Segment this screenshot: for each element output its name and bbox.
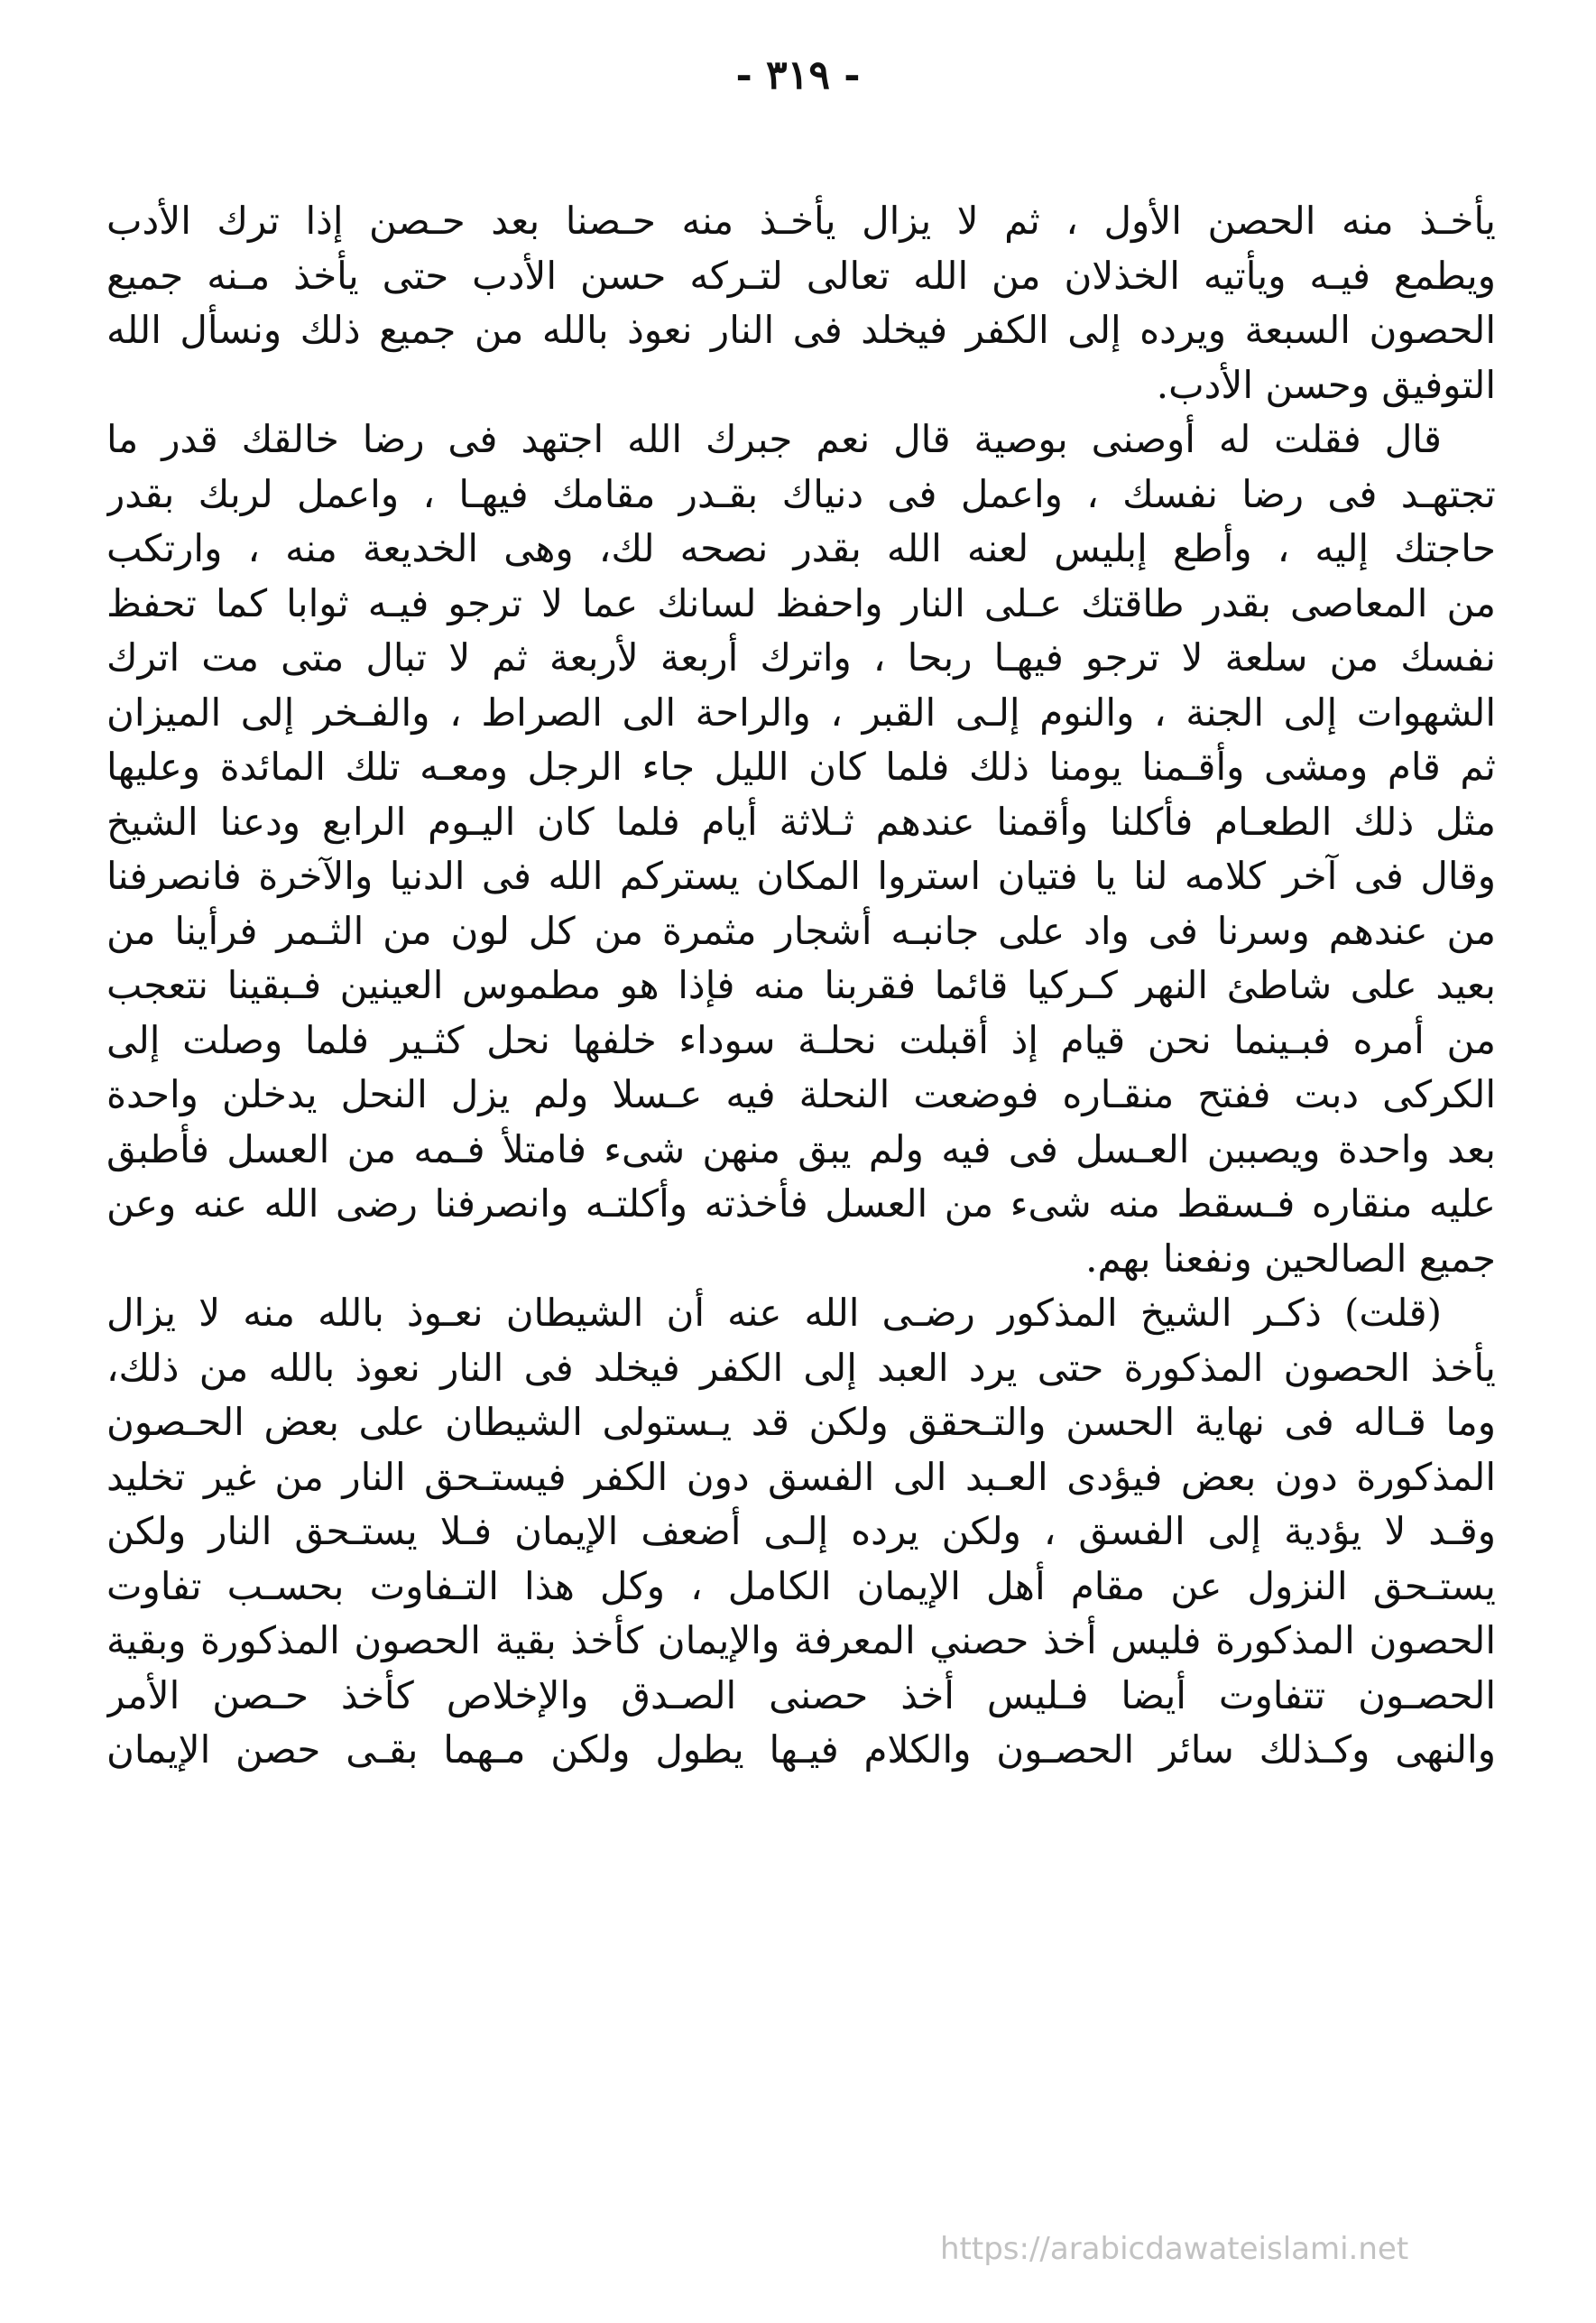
text-line: تجتهـد فى رضا نفسك ، واعمل فى دنياك بقـدر مقامك فيهـا ، واعمل لربك بقدر — [106, 471, 1496, 516]
text-line: عليه منقاره فـسقط منه شىء من العسل فأخذته وأكلتـه وانصرفنا رضى الله عنه وعن — [106, 1181, 1496, 1226]
text-line: مثل ذلك الطعـام فأكلنا وأقمنا عندهم ثـلاثة أيام فلما كان اليـوم الرابع ودعنا الشيخ — [106, 799, 1496, 844]
text-line: وقال فى آخر كلامه لنا يا فتيان استروا المكان يستركم الله فى الدنيا والآخرة فانصرفنا — [106, 854, 1496, 898]
text-line: التوفيق وحسن الأدب. — [1156, 362, 1496, 407]
text-line: يأخذ الحصون المذكورة حتى يرد العبد إلى الكفر فيخلد فى النار نعوذ بالله من ذلك، — [106, 1345, 1496, 1390]
text-line: جميع الصالحين ونفعنا بهم. — [1085, 1236, 1496, 1281]
text-line: من أمره فبـينما نحن قيام إذ أقبلت نحلـة سوداء خلفها نحل كثـير فلما وصلت إلى — [106, 1017, 1496, 1062]
text-line: نفسك من سلعة لا ترجو فيهـا ربحا ، واترك أربعة لأربعة ثم لا تبال متى مت اترك — [106, 635, 1496, 680]
text-line: من عندهم وسرنا فى واد على جانبـه أشجار مثمرة من كل لون من الثـمر فرأينا من — [106, 908, 1496, 953]
text-line: بعيد على شاطئ النهر كـركيا قائما فقربنا منه فإذا هو مطموس العينين فـبقينا نتعجب — [106, 963, 1496, 1007]
text-line: الحصون السبعة ويرده إلى الكفر فيخلد فى النار نعوذ بالله من جميع ذلك ونسأل الله — [106, 308, 1496, 352]
text-line: حاجتك إليه ، وأطع إبليس لعنه الله بقدر نصحه لك، وهى الخديعة منه ، وارتكب — [106, 526, 1496, 570]
text-line: الكركى دبت ففتح منقـاره فوضعت النحلة فيه عـسلا ولم يزل النحل يدخلن واحدة — [106, 1072, 1496, 1116]
watermark-url: https://arabicdawateislami.net — [940, 2231, 1409, 2267]
page-number: - ٣١٩ - — [735, 52, 861, 98]
text-line: الحصـون تتفاوت أيضا فـليس أخذ حصنى الصـدق والإخلاص كأخذ حـصن الأمر — [106, 1672, 1496, 1717]
text-line: وما قـاله فى نهاية الحسن والتـحقق ولكن قد يـستولى الشيطان على بعض الحـصون — [106, 1400, 1496, 1444]
text-line: ويطمع فيـه ويأتيه الخذلان من الله تعالى لتـركه حسن الأدب حتى يأخذ مـنه جميع — [106, 253, 1496, 298]
text-line: يستـحق النزول عن مقام أهل الإيمان الكامل ، وكل هذا التـفاوت بحسـب تفاوت — [106, 1563, 1496, 1608]
text-line: ثم قام ومشى وأقـمنا يومنا ذلك فلما كان الليل جاء الرجل ومعـه تلك المائدة وعليها — [106, 745, 1496, 789]
text-line: والنهى وكـذلك سائر الحصـون والكلام فيـها يطول ولكن مـهما بقـى حصن الإيمان — [106, 1727, 1496, 1772]
text-line: قال فقلت له أوصنى بوصية قال نعم جبرك الله اجتهد فى رضا خالقك قدر ما — [106, 417, 1442, 461]
text-line: من المعاصى بقدر طاقتك عـلى النار واحفظ لسانك عما لا ترجو فيـه ثوابا كما تحفظ — [106, 580, 1496, 625]
text-line: (قلت) ذكـر الشيخ المذكور رضـى الله عنه أن الشيطان نعـوذ بالله منه لا يزال — [106, 1291, 1442, 1335]
text-line: بعد واحدة ويصببن العـسل فى فيه ولم يبق منهن شىء فامتلأ فـمه من العسل فأطبق — [106, 1126, 1496, 1171]
text-line: المذكورة دون بعض فيؤدى العـبد الى الفسق دون الكفر فيستـحق النار من غير تخليد — [106, 1454, 1496, 1499]
text-line: يأخـذ منه الحصن الأول ، ثم لا يزال يأخـذ منه حـصنا بعد حـصن إذا ترك الأدب — [106, 199, 1496, 243]
text-line: الشهوات إلى الجنة ، والنوم إلـى القبر ، والراحة الى الصراط ، والفـخر إلى الميزان — [106, 689, 1496, 735]
text-line: الحصون المذكورة فليس أخذ حصني المعرفة والإيمان كأخذ بقية الحصون المذكورة وبقية — [106, 1618, 1496, 1662]
text-line: وقـد لا يؤدية إلى الفسق ، ولكن يرده إلـى أضعف الإيمان فـلا يستـحق النار ولكن — [106, 1509, 1496, 1553]
body-text — [106, 194, 1496, 1778]
